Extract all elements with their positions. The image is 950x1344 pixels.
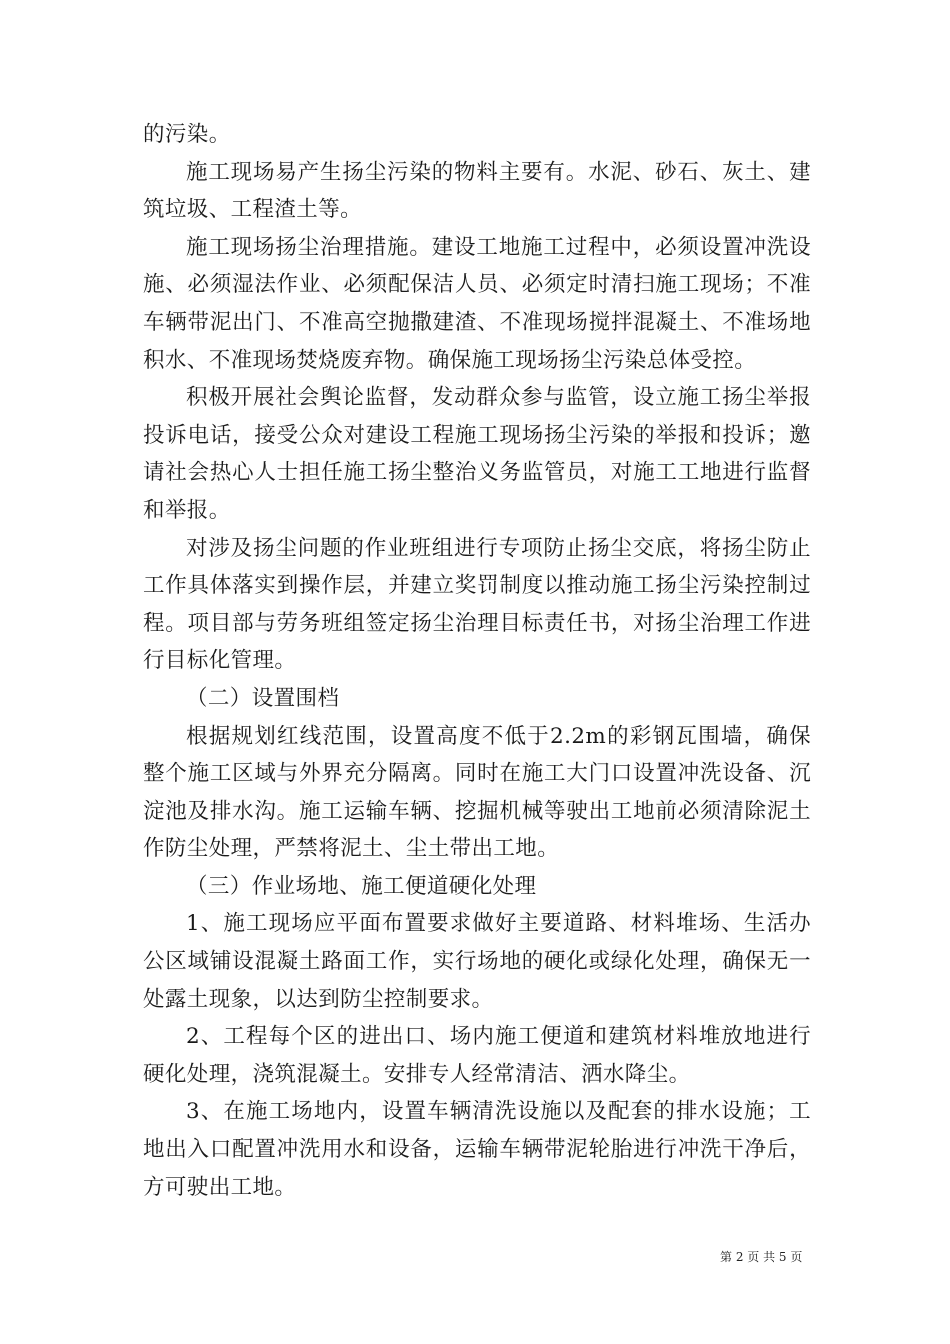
page-number-footer: 第 2 页 共 5 页 <box>720 1250 803 1264</box>
paragraph-dust-materials: 施工现场易产生扬尘污染的物料主要有。水泥、砂石、灰土、建筑垃圾、工程渣土等。 <box>143 159 811 223</box>
paragraph-public-supervision: 积极开展社会舆论监督，发动群众参与监管，设立施工扬尘举报投诉电话，接受公众对建设工程施工现场扬尘污染的举报和投诉；邀请社会热心人士担任施工扬尘整治义务监管员，对施工工地进行监督和举报。 <box>143 385 811 523</box>
paragraph-hardening-item-3: 3、在施工场地内，设置车辆清洗设施以及配套的排水设施；工地出入口配置冲洗用水和设备，运输车辆带泥轮胎进行冲洗干净后，方可驶出工地。 <box>143 1099 811 1200</box>
paragraph-continuation: 的污染。 <box>143 122 231 147</box>
paragraph-hardening-item-1: 1、施工现场应平面布置要求做好主要道路、材料堆场、生活办公区域铺设混凝土路面工作，实行场地的硬化或绿化处理，确保无一处露土现象，以达到防尘控制要求。 <box>143 911 811 1012</box>
paragraph-hardening-item-2: 2、工程每个区的进出口、场内施工便道和建筑材料堆放地进行硬化处理，浇筑混凝土。安排专人经常清洁、洒水降尘。 <box>143 1024 811 1087</box>
section-heading-fencing: （二）设置围档 <box>186 685 340 711</box>
document-body <box>143 116 811 1206</box>
paragraph-team-briefing: 对涉及扬尘问题的作业班组进行专项防止扬尘交底，将扬尘防止工作具体落实到操作层，并建立奖罚制度以推动施工扬尘污染控制过程。项目部与劳务班组签定扬尘治理目标责任书，对扬尘治理工作进行目标化管理。 <box>143 535 811 674</box>
paragraph-fencing: 根据规划红线范围，设置高度不低于2.2m的彩钢瓦围墙，确保整个施工区域与外界充分隔离。同时在施工大门口设置冲洗设备、沉淀池及排水沟。施工运输车辆、挖掘机械等驶出工地前必须清除泥土作防尘处理，严禁将泥土、尘土带出工地。 <box>143 723 811 862</box>
paragraph-dust-measures: 施工现场扬尘治理措施。建设工地施工过程中，必须设置冲洗设施、必须湿法作业、必须配保洁人员、必须定时清扫施工现场；不准车辆带泥出门、不准高空抛撒建渣、不准现场搅拌混凝土、不准场地积水、不准现场焚烧废弃物。确保施工现场扬尘污染总体受控。 <box>143 234 811 373</box>
section-heading-hardening: （三）作业场地、施工便道硬化处理 <box>186 873 537 899</box>
